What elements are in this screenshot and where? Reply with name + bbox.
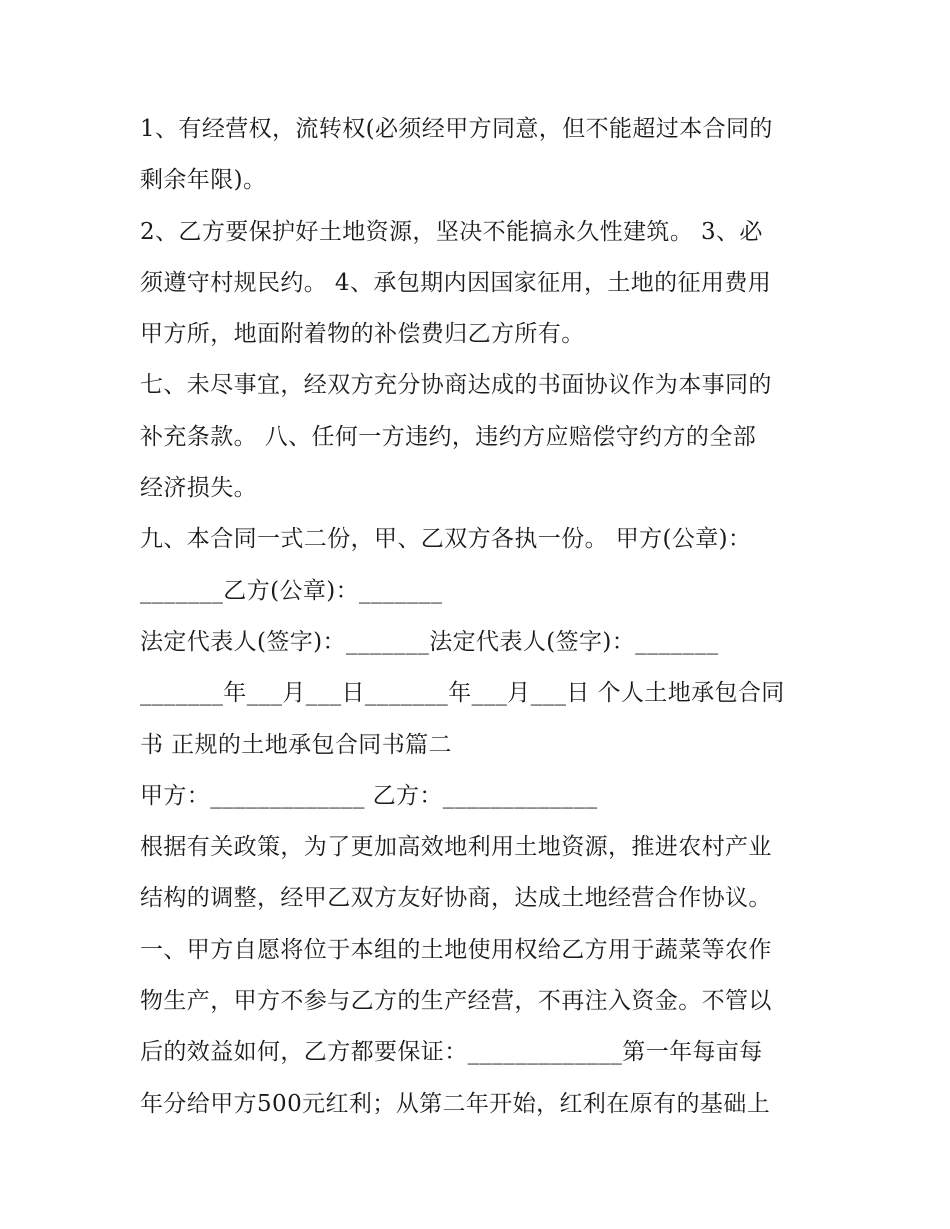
text-line: 一、甲方自愿将位于本组的土地使用权给乙方用于蔬菜等农作 — [140, 936, 772, 963]
text-line: 七、未尽事宜，经双方充分协商达成的书面协议作为本事同的 — [140, 372, 772, 399]
text-line: 1、有经营权，流转权(必须经甲方同意，但不能超过本合同的 — [140, 116, 773, 142]
text-line: 根据有关政策，为了更加高效地利用土地资源，推进农村产业 — [140, 834, 772, 861]
text-line: 甲方：_____________ 乙方：_____________ — [140, 782, 598, 809]
document-body — [140, 104, 820, 1130]
text-line: 年分给甲方500元红利；从第二年开始，红利在原有的基础上 — [140, 1090, 771, 1117]
text-line: _______乙方(公章)：_______ — [140, 577, 443, 604]
text-line: 结构的调整，经甲乙双方友好协商，达成土地经营合作协议。 — [140, 885, 772, 912]
text-line: 九、本合同一式二份，甲、乙双方各执一份。 甲方(公章)： — [140, 526, 752, 553]
text-line: 2、乙方要保护好土地资源，坚决不能搞永久性建筑。 3、必 — [140, 218, 763, 245]
text-line: 经济损失。 — [140, 475, 257, 502]
text-line: 甲方所，地面附着物的补偿费归乙方所有。 — [140, 321, 585, 348]
text-line: 书 正规的土地承包合同书篇二 — [140, 731, 452, 758]
text-line: 剩余年限)。 — [140, 167, 267, 194]
text-line: 物生产，甲方不参与乙方的生产经营，不再注入资金。不管以 — [140, 988, 772, 1015]
text-line: 法定代表人(签字)：_______法定代表人(签字)：_______ — [140, 628, 719, 655]
text-line: _______年___月___日_______年___月___日 个人土地承包合同 — [140, 680, 785, 707]
text-line: 后的效益如何，乙方都要保证：_____________第一年每亩每 — [140, 1039, 763, 1066]
text-line: 补充条款。 八、任何一方违约，违约方应赔偿守约方的全部 — [140, 423, 757, 450]
text-line: 须遵守村规民约。 4、承包期内因国家征用，土地的征用费用 — [140, 269, 772, 296]
